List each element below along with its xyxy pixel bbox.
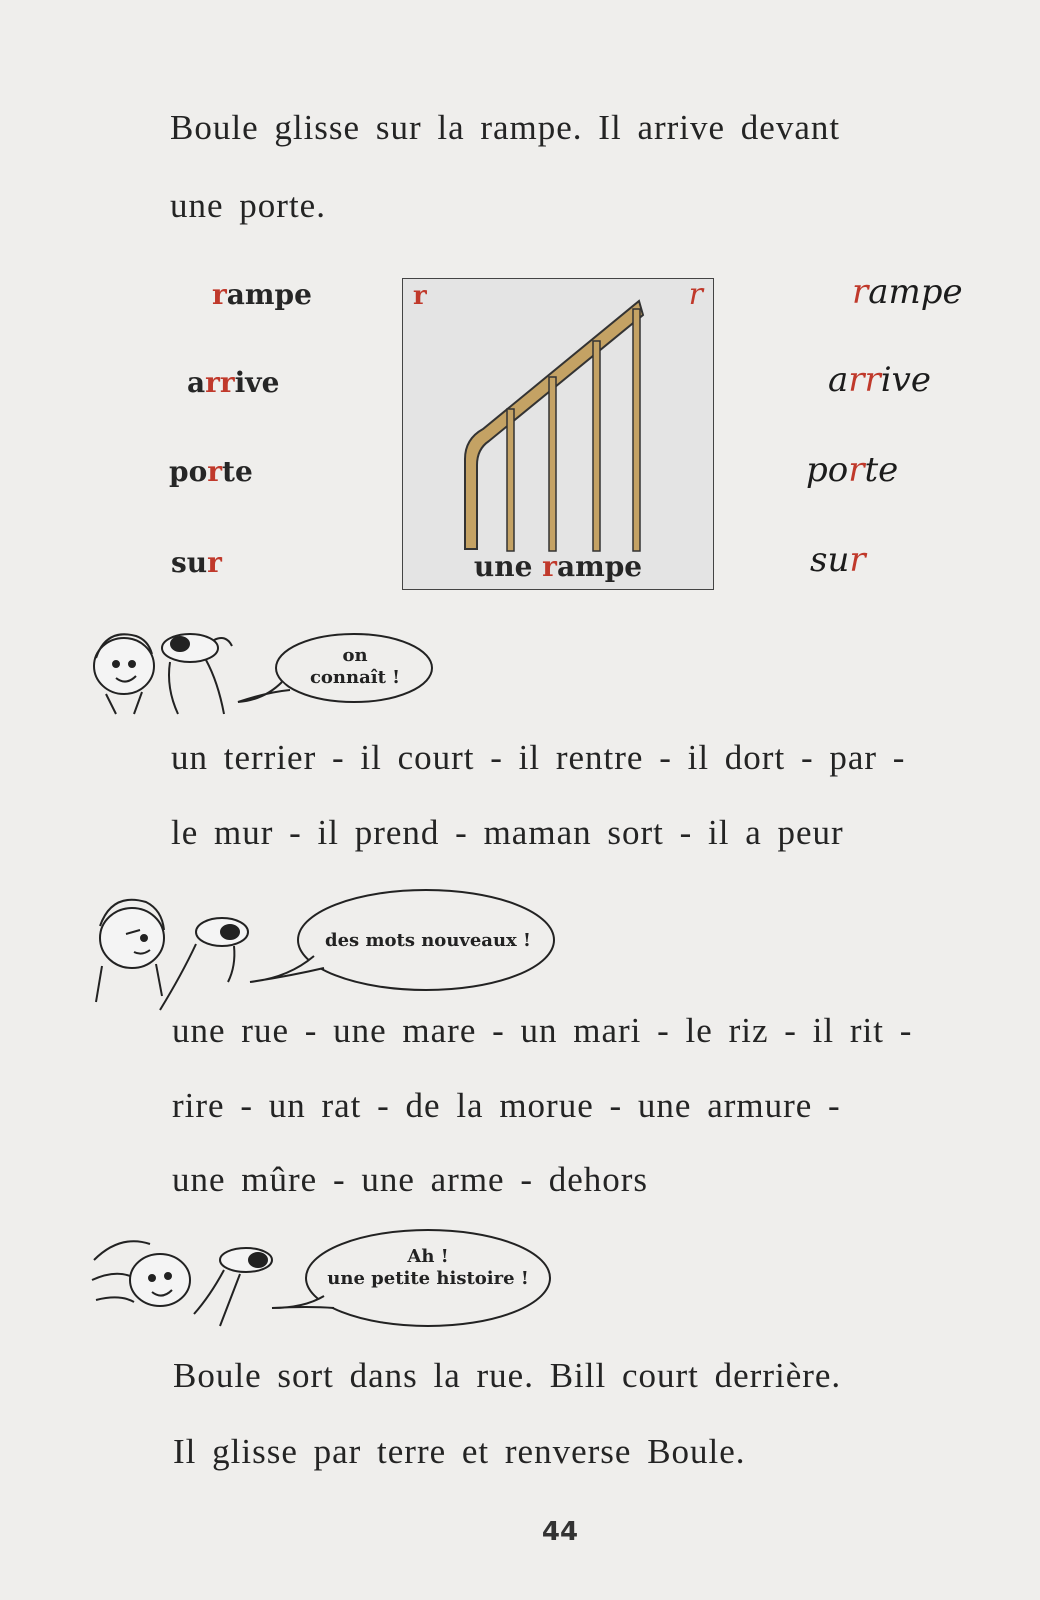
word-highlight: r [207, 455, 223, 488]
script-word-sur [810, 540, 866, 580]
caption-highlight: r [542, 550, 557, 583]
boy-and-dog-icon-3 [90, 1230, 290, 1330]
known-words-line-2: le mur - il prend - maman sort - il a peur [171, 813, 844, 852]
script-part: su [810, 540, 850, 580]
ramp-drawing [403, 279, 713, 589]
bubble-3-line-1: Ah ! [407, 1246, 449, 1267]
illustration-letter-script: r [688, 277, 703, 312]
print-word-arrive [187, 366, 279, 399]
print-word-porte [169, 455, 253, 488]
new-words-line-3: une mûre - une arme - dehors [172, 1160, 649, 1199]
word-part: po [169, 455, 208, 488]
bubble-3-text [318, 1246, 538, 1290]
word-part: te [222, 455, 253, 488]
word-part: ampe [226, 278, 312, 311]
bubble-3-line-2: une petite histoire ! [327, 1268, 529, 1289]
page-number: 44 [541, 1517, 579, 1547]
new-words-line-1: une rue - une mare - un mari - le riz - il rit - [172, 1011, 913, 1050]
print-word-rampe [212, 278, 312, 311]
script-highlight: r [852, 272, 869, 312]
story-line-1: Boule sort dans la rue. Bill court derrière. [173, 1356, 842, 1395]
script-highlight: rr [848, 360, 881, 400]
script-part: ive [880, 360, 931, 400]
bubble-2-text: des mots nouveaux ! [325, 930, 531, 951]
illustration-letter-print: r [413, 281, 427, 311]
caption-part: ampe [556, 550, 643, 583]
intro-line-2: une porte. [170, 186, 326, 225]
bubble-1-line-1: on [342, 645, 368, 666]
bubble-1-text [290, 645, 420, 689]
script-word-arrive [828, 360, 931, 400]
print-word-sur [171, 546, 222, 579]
word-part: su [171, 546, 208, 579]
caption-part: une [473, 550, 543, 583]
illustration-caption [403, 550, 713, 583]
known-words-line-1: un terrier - il court - il rentre - il dort - par - [171, 738, 906, 777]
script-part: te [864, 450, 899, 490]
word-part: a [187, 366, 206, 399]
word-highlight: rr [205, 366, 235, 399]
word-highlight: r [207, 546, 222, 579]
ramp-illustration [402, 278, 714, 590]
bubble-1-line-2: connaît ! [309, 667, 401, 688]
script-highlight: r [848, 450, 865, 490]
script-part: po [806, 450, 849, 490]
script-word-porte [806, 450, 898, 490]
script-word-rampe [852, 272, 963, 312]
script-part: ampe [868, 272, 963, 312]
boy-and-dog-icon-2 [86, 886, 256, 1016]
word-highlight: r [212, 278, 227, 311]
intro-line-1: Boule glisse sur la rampe. Il arrive devant [170, 108, 841, 147]
new-words-line-2: rire - un rat - de la morue - une armure - [172, 1086, 841, 1125]
script-highlight: r [849, 540, 866, 580]
script-part: a [828, 360, 849, 400]
word-part: ive [234, 366, 280, 399]
boy-and-dog-icon [86, 618, 246, 718]
story-line-2: Il glisse par terre et renverse Boule. [173, 1432, 746, 1471]
